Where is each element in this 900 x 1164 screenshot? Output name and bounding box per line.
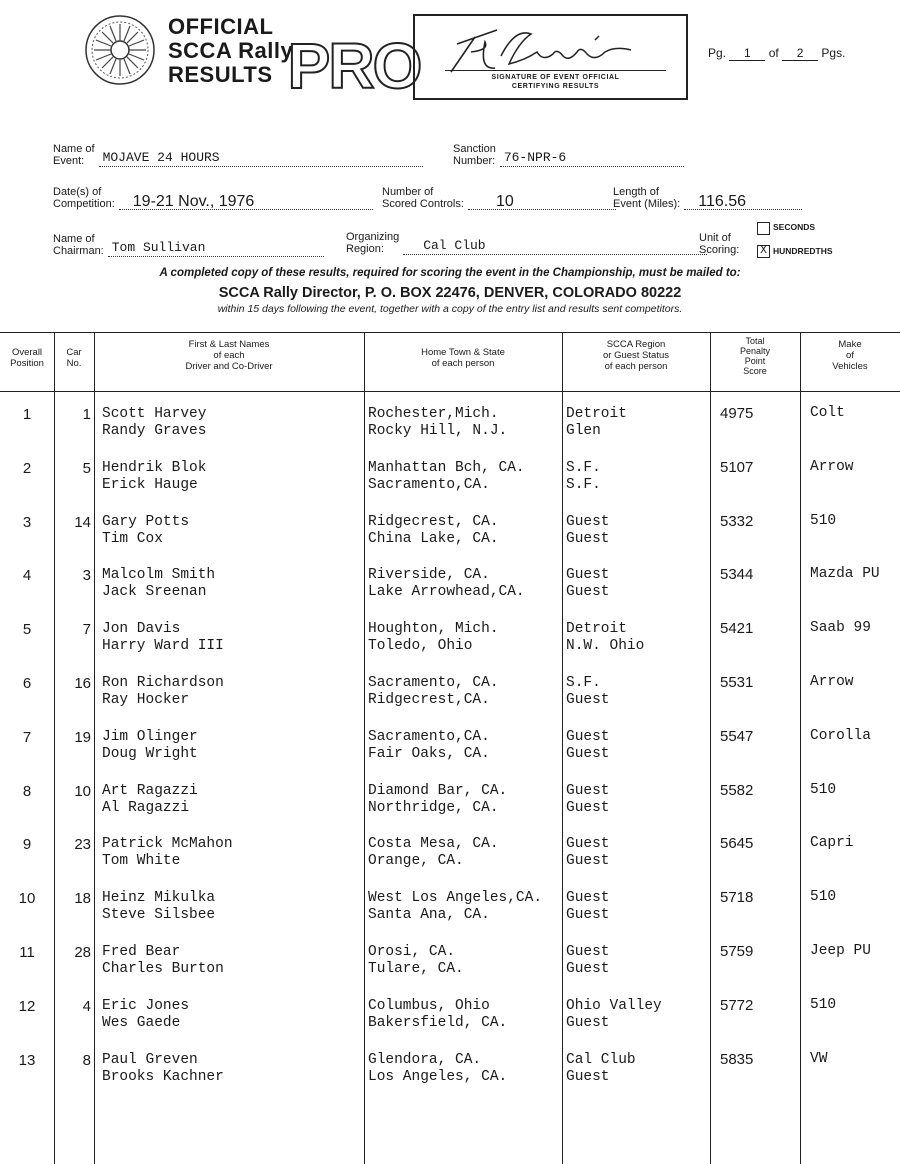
dates-value: 19-21 Nov., 1976 [119, 194, 373, 210]
form-title [168, 15, 293, 87]
cell-score: 5107 [720, 458, 754, 476]
cell-reg1: Ohio Valley [566, 997, 662, 1014]
notice-line-3: within 15 days following the event, together with a copy of the entry list and results sent competitors. [217, 303, 683, 315]
cell-pos: 8 [22, 782, 32, 800]
cell-score: 5772 [720, 996, 754, 1014]
cell-home2: Bakersfield, CA. [368, 1014, 508, 1031]
cell-codriver: Harry Ward III [102, 638, 224, 655]
page-suffix: Pgs. [821, 46, 846, 60]
scoring-unit-field [699, 218, 899, 258]
table-row [0, 667, 900, 721]
col-header-names-3: Driver and Co-Driver [185, 361, 273, 372]
col-header-names [94, 339, 364, 372]
cell-driver: Jon Davis [102, 621, 181, 638]
cell-driver: Jim Olinger [102, 728, 198, 745]
cell-reg2: S.F. [566, 476, 601, 493]
cell-car: 3 [82, 567, 91, 585]
cell-driver: Art Ragazzi [102, 782, 198, 799]
chairman-field [53, 233, 324, 257]
form-title-line-1: OFFICIAL [168, 14, 274, 39]
cell-reg2: Guest [566, 853, 610, 870]
cell-car: 4 [82, 997, 91, 1015]
col-header-score-2: Penalty [739, 346, 771, 356]
cell-codriver: Steve Silsbee [102, 907, 216, 924]
table-row [0, 990, 900, 1044]
scored-controls-field [382, 186, 616, 210]
cell-driver: Scott Harvey [102, 406, 207, 422]
cell-home2: Los Angeles, CA. [368, 1068, 508, 1085]
col-header-home [364, 347, 562, 369]
cell-car: 23 [74, 836, 91, 854]
chairman-value: Tom Sullivan [108, 241, 324, 257]
dates-field [53, 186, 373, 210]
notice-line-2: SCCA Rally Director, P. O. BOX 22476, DENVER, COLORADO 80222 [218, 285, 682, 301]
event-name-label-2: Event: [53, 155, 85, 167]
col-header-score-1: Total [745, 336, 765, 346]
cell-driver: Heinz Mikulka [102, 890, 216, 907]
table-top-rule [0, 332, 900, 333]
cell-reg2: Guest [566, 961, 610, 977]
cell-reg2: Glen [566, 423, 601, 439]
cell-pos: 5 [22, 621, 32, 639]
cell-reg1: Guest [566, 836, 610, 853]
cell-reg2: Guest [566, 584, 610, 601]
cell-home2: Ridgecrest,CA. [368, 692, 490, 708]
pro-badge-logo [287, 22, 421, 102]
form-title-line-3: RESULTS [168, 62, 273, 87]
cell-driver: Eric Jones [102, 997, 190, 1014]
cell-car: 1 [82, 406, 91, 423]
cell-home2: Rocky Hill, N.J. [368, 423, 508, 439]
cell-score: 5759 [720, 943, 754, 960]
cell-score: 5645 [720, 835, 754, 853]
cell-reg1: S.F. [566, 459, 601, 476]
cell-pos: 1 [22, 406, 32, 423]
col-header-score-3: Point [744, 356, 766, 366]
cell-home1: Manhattan Bch, CA. [368, 459, 525, 476]
cell-reg2: Guest [566, 799, 610, 816]
cell-make: Capri [810, 835, 854, 852]
cell-reg2: Guest [566, 745, 610, 762]
cell-score: 5718 [720, 889, 754, 907]
cell-home2: Fair Oaks, CA. [368, 745, 490, 762]
cell-score: 5835 [720, 1050, 754, 1068]
cell-home1: Rochester,Mich. [368, 406, 499, 422]
signature-caption [445, 70, 666, 91]
cell-home2: Tulare, CA. [368, 961, 464, 977]
sanction-field [453, 143, 684, 167]
cell-driver: Malcolm Smith [102, 567, 216, 584]
cell-driver: Paul Greven [102, 1051, 198, 1068]
cell-codriver: Tim Cox [102, 530, 163, 547]
dates-label-2: Competition: [53, 198, 115, 210]
page-indicator [708, 46, 845, 61]
cell-make: VW [810, 1050, 828, 1067]
cell-reg1: Guest [566, 944, 610, 960]
cell-make: Saab 99 [810, 620, 871, 637]
table-row [0, 936, 900, 990]
cell-codriver: Jack Sreenan [102, 584, 207, 601]
table-row [0, 882, 900, 936]
cell-home1: Diamond Bar, CA. [368, 782, 508, 799]
page-of: of [768, 46, 779, 60]
cell-codriver: Randy Graves [102, 423, 207, 439]
cell-car: 7 [82, 621, 91, 639]
cell-make: Colt [810, 405, 845, 421]
table-row [0, 828, 900, 882]
col-header-score [710, 336, 800, 376]
cell-reg2: Guest [566, 692, 610, 708]
signature-caption-line-2: CERTIFYING RESULTS [511, 83, 600, 90]
cell-home2: Orange, CA. [368, 853, 464, 870]
notice-line-1: A completed copy of these results, required for scoring the event in the Championship, must be mailed to: [159, 267, 741, 279]
cell-home1: Ridgecrest, CA. [368, 513, 499, 530]
signature-caption-line-1: SIGNATURE OF EVENT OFFICIAL [491, 74, 620, 81]
seconds-checkbox[interactable] [757, 222, 770, 235]
cell-car: 16 [74, 675, 91, 692]
col-header-position [0, 347, 54, 369]
cell-home1: Sacramento,CA. [368, 728, 490, 745]
chairman-label-1: Name of [53, 233, 95, 245]
cell-pos: 11 [19, 944, 35, 961]
col-header-make-3: Vehicles [832, 361, 868, 372]
cell-reg1: Detroit [566, 406, 627, 422]
event-name-field [53, 143, 423, 167]
col-header-position-2: Position [10, 358, 44, 369]
table-row [0, 613, 900, 667]
cell-driver: Fred Bear [102, 944, 181, 960]
dates-label-1: Date(s) of [53, 186, 102, 198]
region-label-1: Organizing [346, 231, 400, 243]
cell-score: 5547 [720, 727, 754, 745]
col-header-make-2: of [846, 350, 854, 361]
col-header-region [562, 339, 710, 372]
col-header-region-2: or Guest Status [602, 350, 669, 361]
signature-box [413, 14, 688, 100]
table-header-rule [0, 391, 900, 392]
cell-pos: 9 [22, 836, 32, 854]
region-label-2: Region: [346, 243, 384, 255]
cell-car: 19 [74, 728, 91, 746]
length-label-1: Length of [613, 186, 659, 198]
cell-pos: 4 [22, 567, 32, 585]
page-current: 1 [729, 46, 765, 61]
cell-score: 5421 [720, 620, 754, 638]
cell-reg2: Guest [566, 530, 610, 547]
cell-make: Jeep PU [810, 943, 871, 959]
cell-score: 5531 [720, 674, 754, 691]
cell-home1: Glendora, CA. [368, 1051, 482, 1068]
cell-codriver: Al Ragazzi [102, 799, 190, 816]
sanction-label-2: Number: [453, 155, 496, 167]
cell-pos: 13 [18, 1051, 36, 1069]
table-row [0, 559, 900, 613]
cell-reg1: Guest [566, 890, 610, 907]
mailing-notice [0, 267, 900, 315]
col-header-make [800, 339, 900, 372]
cell-reg1: Guest [566, 567, 610, 584]
cell-score: 5582 [720, 781, 754, 799]
cell-car: 5 [82, 459, 91, 477]
cell-driver: Ron Richardson [102, 675, 224, 691]
cell-driver: Patrick McMahon [102, 836, 233, 853]
organizing-region-value: Cal Club [403, 239, 707, 255]
col-header-car-1: Car [66, 347, 82, 358]
cell-make: Arrow [810, 458, 854, 475]
cell-home1: Columbus, Ohio [368, 997, 490, 1014]
cell-reg2: Guest [566, 1014, 610, 1031]
cell-home1: Orosi, CA. [368, 944, 456, 960]
cell-home2: Santa Ana, CA. [368, 907, 490, 924]
controls-label-1: Number of [382, 186, 434, 198]
cell-reg2: Guest [566, 1068, 610, 1085]
cell-driver: Hendrik Blok [102, 459, 207, 476]
cell-pos: 2 [22, 459, 32, 477]
table-row [0, 506, 900, 560]
col-header-position-1: Overall [11, 347, 43, 358]
cell-home2: Toledo, Ohio [368, 638, 473, 655]
col-header-car-2: No. [66, 358, 82, 369]
table-row [0, 721, 900, 775]
cell-codriver: Brooks Kachner [102, 1068, 224, 1085]
cell-home2: Lake Arrowhead,CA. [368, 584, 525, 601]
cell-make: 510 [810, 781, 837, 798]
event-name-value: MOJAVE 24 HOURS [99, 151, 423, 167]
cell-pos: 3 [22, 513, 32, 531]
cell-reg2: Guest [566, 907, 610, 924]
col-header-home-2: of each person [431, 358, 495, 369]
cell-score: 5332 [720, 512, 754, 530]
cell-home1: Costa Mesa, CA. [368, 836, 499, 853]
cell-home2: Sacramento,CA. [368, 476, 490, 493]
table-row [0, 775, 900, 829]
table-row [0, 1044, 900, 1098]
cell-make: 510 [810, 889, 837, 906]
cell-home1: Sacramento, CA. [368, 675, 499, 691]
form-title-line-2: SCCA Rally [168, 38, 294, 63]
cell-car: 28 [74, 944, 91, 961]
cell-home2: Northridge, CA. [368, 799, 499, 816]
pro-badge-text: PRO [287, 30, 421, 102]
length-label-2: Event (Miles): [613, 198, 681, 210]
cell-reg1: Guest [566, 513, 610, 530]
event-name-label-1: Name of [53, 143, 95, 155]
col-header-names-2: of each [213, 350, 245, 361]
col-header-region-1: SCCA Region [606, 339, 666, 350]
page-total: 2 [782, 46, 818, 61]
length-field [613, 186, 802, 210]
cell-car: 8 [82, 1051, 91, 1069]
scca-seal-logo [84, 14, 156, 86]
col-header-names-1: First & Last Names [188, 339, 270, 350]
hundredths-checkbox[interactable]: X [757, 245, 770, 258]
cell-home1: West Los Angeles,CA. [368, 890, 543, 907]
cell-reg1: Guest [566, 782, 610, 799]
cell-pos: 10 [18, 890, 36, 908]
hundredths-label: HUNDREDTHS [773, 246, 833, 256]
col-header-region-3: of each person [604, 361, 668, 372]
sanction-label-1: Sanction [453, 143, 496, 155]
cell-home2: China Lake, CA. [368, 530, 499, 547]
sanction-value: 76-NPR-6 [500, 151, 684, 167]
seconds-label: SECONDS [773, 222, 816, 232]
cell-make: 510 [810, 512, 837, 529]
table-row [0, 452, 900, 506]
cell-pos: 12 [18, 997, 36, 1015]
scored-controls-value: 10 [468, 194, 616, 210]
cell-score: 4975 [720, 405, 754, 422]
cell-make: Mazda PU [810, 566, 880, 583]
col-header-car [54, 347, 94, 369]
col-header-make-1: Make [838, 339, 862, 350]
cell-codriver: Charles Burton [102, 961, 224, 977]
table-row [0, 398, 900, 452]
unit-label-2: Scoring: [699, 244, 740, 256]
cell-codriver: Ray Hocker [102, 692, 190, 708]
cell-reg1: S.F. [566, 675, 601, 691]
cell-codriver: Wes Gaede [102, 1014, 181, 1031]
cell-car: 10 [74, 782, 91, 800]
col-header-score-4: Score [743, 366, 767, 376]
cell-reg1: Detroit [566, 621, 627, 638]
page-prefix: Pg. [708, 46, 727, 60]
length-value: 116.56 [684, 194, 802, 210]
unit-label-1: Unit of [699, 232, 731, 244]
cell-codriver: Doug Wright [102, 745, 198, 762]
cell-make: 510 [810, 996, 837, 1013]
cell-home1: Houghton, Mich. [368, 621, 499, 638]
cell-score: 5344 [720, 566, 754, 584]
cell-pos: 7 [22, 728, 32, 746]
cell-home1: Riverside, CA. [368, 567, 490, 584]
cell-reg2: N.W. Ohio [566, 638, 645, 655]
cell-make: Arrow [810, 674, 854, 690]
col-header-home-1: Home Town & State [421, 347, 505, 358]
chairman-label-2: Chairman: [53, 245, 104, 257]
cell-make: Corolla [810, 727, 871, 744]
cell-codriver: Erick Hauge [102, 476, 198, 493]
organizing-region-field [346, 231, 707, 255]
cell-reg1: Guest [566, 728, 610, 745]
cell-reg1: Cal Club [566, 1051, 636, 1068]
cell-pos: 6 [22, 675, 32, 692]
cell-codriver: Tom White [102, 853, 181, 870]
cell-car: 14 [74, 513, 91, 531]
controls-label-2: Scored Controls: [382, 198, 464, 210]
cell-car: 18 [74, 890, 91, 908]
cell-driver: Gary Potts [102, 513, 190, 530]
